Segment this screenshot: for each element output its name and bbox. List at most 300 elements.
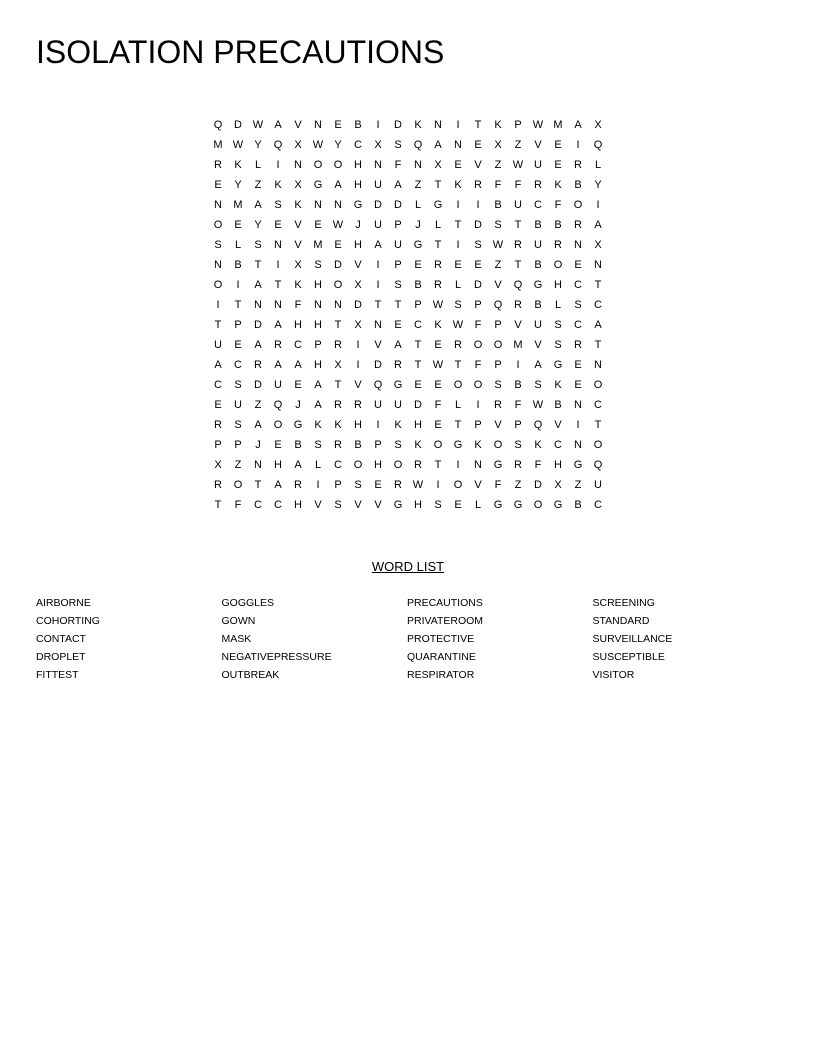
- grid-letter: I: [476, 399, 480, 411]
- grid-letter: S: [314, 439, 322, 451]
- word-list-item: SURVEILLANCE: [592, 633, 673, 645]
- grid-letter: R: [334, 439, 342, 451]
- grid-letter: V: [354, 379, 362, 391]
- grid-letter: O: [593, 439, 603, 451]
- grid-letter: G: [393, 499, 403, 511]
- grid-letter: D: [254, 319, 262, 331]
- word-list-item: GOGGLES: [221, 597, 275, 609]
- grid-letter: N: [574, 399, 582, 411]
- grid-letter: Q: [513, 279, 523, 291]
- grid-letter: S: [234, 419, 242, 431]
- grid-letter: G: [393, 379, 403, 391]
- grid-letter: I: [596, 199, 600, 211]
- grid-letter: Q: [493, 299, 503, 311]
- grid-letter: N: [314, 299, 322, 311]
- grid-letter: I: [316, 479, 320, 491]
- word-list-item: CONTACT: [36, 633, 86, 645]
- grid-letter: N: [274, 239, 282, 251]
- grid-letter: G: [493, 499, 503, 511]
- grid-letter: Z: [494, 159, 502, 171]
- grid-letter: R: [494, 399, 502, 411]
- grid-letter: C: [594, 299, 602, 311]
- grid-letter: C: [234, 359, 242, 371]
- grid-letter: O: [453, 379, 463, 391]
- grid-letter: V: [514, 319, 522, 331]
- grid-letter: U: [594, 479, 602, 491]
- grid-letter: M: [213, 139, 223, 151]
- grid-letter: N: [454, 139, 462, 151]
- grid-letter: Q: [533, 419, 543, 431]
- grid-letter: I: [456, 459, 460, 471]
- grid-letter: E: [574, 359, 582, 371]
- grid-letter: I: [276, 159, 280, 171]
- grid-letter: R: [434, 259, 442, 271]
- grid-letter: S: [254, 239, 262, 251]
- word-search-grid: [208, 115, 608, 515]
- grid-letter: E: [574, 379, 582, 391]
- grid-letter: T: [514, 259, 522, 271]
- grid-letter: L: [474, 499, 482, 511]
- grid-letter: Q: [593, 459, 603, 471]
- grid-letter: W: [332, 219, 344, 231]
- grid-letter: D: [474, 219, 482, 231]
- grid-letter: W: [532, 399, 544, 411]
- grid-letter: P: [314, 339, 322, 351]
- grid-letter: R: [554, 239, 562, 251]
- grid-letter: O: [233, 479, 243, 491]
- grid-letter: E: [454, 159, 462, 171]
- grid-letter: D: [394, 199, 402, 211]
- grid-letter: F: [514, 399, 522, 411]
- grid-letter: L: [234, 239, 242, 251]
- grid-letter: T: [474, 119, 482, 131]
- grid-letter: V: [554, 419, 562, 431]
- grid-letter: L: [594, 159, 602, 171]
- grid-letter: N: [254, 299, 262, 311]
- grid-letter: P: [394, 219, 402, 231]
- grid-letter: P: [414, 299, 422, 311]
- grid-letter: T: [414, 359, 422, 371]
- grid-letter: B: [354, 439, 362, 451]
- grid-letter: C: [294, 339, 302, 351]
- grid-letter: C: [354, 139, 362, 151]
- grid-letter: F: [514, 179, 522, 191]
- grid-letter: U: [214, 339, 222, 351]
- grid-letter: U: [534, 159, 542, 171]
- grid-letter: A: [294, 359, 302, 371]
- grid-letter: G: [493, 459, 503, 471]
- grid-letter: K: [294, 279, 302, 291]
- grid-letter: N: [254, 459, 262, 471]
- grid-letter: O: [333, 159, 343, 171]
- grid-letter: B: [514, 379, 522, 391]
- grid-letter: B: [554, 219, 562, 231]
- grid-letter: D: [234, 119, 242, 131]
- grid-letter: V: [294, 219, 302, 231]
- grid-letter: J: [355, 219, 361, 231]
- grid-letter: A: [254, 419, 262, 431]
- grid-letter: H: [354, 159, 362, 171]
- grid-letter: G: [313, 179, 323, 191]
- grid-letter: S: [314, 259, 322, 271]
- grid-letter: D: [334, 259, 342, 271]
- word-list-item: OUTBREAK: [221, 669, 280, 681]
- grid-letter: V: [474, 159, 482, 171]
- grid-letter: I: [216, 299, 220, 311]
- grid-letter: D: [374, 359, 382, 371]
- grid-letter: C: [594, 499, 602, 511]
- grid-letter: U: [374, 399, 382, 411]
- word-list-item: PRECAUTIONS: [407, 597, 483, 609]
- word-list-item: MASK: [221, 633, 252, 645]
- grid-letter: E: [274, 439, 282, 451]
- grid-letter: U: [374, 219, 382, 231]
- grid-letter: S: [234, 379, 242, 391]
- grid-letter: F: [294, 299, 302, 311]
- grid-letter: U: [534, 319, 542, 331]
- grid-letter: E: [234, 339, 242, 351]
- grid-letter: V: [354, 259, 362, 271]
- grid-letter: N: [434, 119, 442, 131]
- grid-letter: E: [394, 319, 402, 331]
- grid-letter: S: [514, 439, 522, 451]
- grid-letter: S: [434, 499, 442, 511]
- grid-letter: G: [353, 199, 363, 211]
- grid-letter: L: [434, 219, 442, 231]
- grid-letter: T: [594, 279, 602, 291]
- grid-letter: T: [234, 299, 242, 311]
- page-title: ISOLATION PRECAUTIONS: [36, 34, 445, 70]
- grid-letter: W: [532, 119, 544, 131]
- grid-letter: I: [356, 359, 360, 371]
- grid-letter: J: [255, 439, 261, 451]
- grid-letter: R: [394, 359, 402, 371]
- grid-letter: V: [474, 479, 482, 491]
- grid-letter: Q: [593, 139, 603, 151]
- grid-letter: H: [554, 459, 562, 471]
- word-list-item: SCREENING: [592, 597, 655, 609]
- grid-letter: S: [574, 299, 582, 311]
- grid-letter: A: [254, 199, 262, 211]
- grid-letter: T: [454, 419, 462, 431]
- grid-letter: W: [452, 319, 464, 331]
- grid-letter: X: [294, 179, 302, 191]
- grid-letter: W: [432, 299, 444, 311]
- grid-letter: E: [574, 259, 582, 271]
- grid-letter: F: [494, 479, 502, 491]
- grid-letter: E: [314, 219, 322, 231]
- grid-letter: A: [214, 359, 222, 371]
- grid-letter: R: [474, 179, 482, 191]
- grid-letter: T: [434, 459, 442, 471]
- grid-letter: A: [254, 279, 262, 291]
- grid-letter: Z: [494, 259, 502, 271]
- grid-letter: R: [274, 339, 282, 351]
- grid-letter: N: [314, 199, 322, 211]
- grid-letter: Q: [213, 119, 223, 131]
- grid-letter: O: [313, 159, 323, 171]
- grid-letter: A: [594, 219, 602, 231]
- grid-letter: C: [414, 319, 422, 331]
- grid-letter: A: [314, 399, 322, 411]
- grid-letter: H: [294, 319, 302, 331]
- grid-letter: S: [554, 339, 562, 351]
- grid-letter: X: [374, 139, 382, 151]
- grid-letter: T: [434, 239, 442, 251]
- grid-letter: T: [394, 299, 402, 311]
- grid-letter: N: [214, 259, 222, 271]
- grid-letter: V: [294, 119, 302, 131]
- grid-letter: H: [314, 319, 322, 331]
- grid-letter: W: [232, 139, 244, 151]
- word-list-item: PROTECTIVE: [407, 633, 475, 645]
- grid-letter: C: [334, 459, 342, 471]
- grid-letter: I: [576, 419, 580, 431]
- grid-letter: A: [394, 339, 402, 351]
- grid-letter: H: [274, 459, 282, 471]
- grid-letter: C: [274, 499, 282, 511]
- grid-letter: E: [334, 239, 342, 251]
- grid-letter: T: [414, 339, 422, 351]
- grid-letter: S: [394, 279, 402, 291]
- grid-letter: E: [474, 139, 482, 151]
- grid-letter: W: [432, 359, 444, 371]
- grid-letter: F: [434, 399, 442, 411]
- grid-letter: K: [494, 119, 502, 131]
- grid-letter: D: [374, 199, 382, 211]
- grid-letter: T: [274, 279, 282, 291]
- grid-letter: L: [254, 159, 262, 171]
- grid-letter: N: [334, 299, 342, 311]
- grid-letter: B: [494, 199, 502, 211]
- grid-letter: H: [314, 359, 322, 371]
- grid-letter: A: [394, 179, 402, 191]
- grid-letter: F: [494, 179, 502, 191]
- grid-letter: N: [574, 239, 582, 251]
- grid-letter: E: [474, 259, 482, 271]
- grid-letter: E: [454, 259, 462, 271]
- word-list-column: [593, 594, 779, 684]
- grid-letter: U: [394, 399, 402, 411]
- grid-letter: H: [314, 279, 322, 291]
- grid-letter: U: [514, 199, 522, 211]
- grid-letter: A: [434, 139, 442, 151]
- grid-letter: R: [334, 399, 342, 411]
- grid-letter: H: [354, 239, 362, 251]
- grid-letter: R: [394, 479, 402, 491]
- grid-letter: Q: [373, 379, 383, 391]
- grid-letter: E: [294, 379, 302, 391]
- grid-letter: X: [214, 459, 222, 471]
- grid-letter: G: [513, 499, 523, 511]
- grid-letter: U: [274, 379, 282, 391]
- grid-letter: T: [334, 379, 342, 391]
- grid-letter: P: [234, 439, 242, 451]
- grid-letter: R: [434, 279, 442, 291]
- grid-letter: V: [494, 419, 502, 431]
- grid-letter: S: [554, 319, 562, 331]
- grid-letter: O: [353, 459, 363, 471]
- grid-letter: D: [474, 279, 482, 291]
- grid-letter: A: [314, 379, 322, 391]
- grid-letter: N: [294, 159, 302, 171]
- grid-letter: S: [494, 219, 502, 231]
- grid-letter: K: [554, 379, 562, 391]
- grid-letter: K: [454, 179, 462, 191]
- grid-letter: P: [494, 319, 502, 331]
- word-list-item: COHORTING: [36, 615, 100, 627]
- grid-letter: E: [554, 159, 562, 171]
- word-list-item: VISITOR: [592, 669, 635, 681]
- grid-letter: L: [554, 299, 562, 311]
- word-list: [36, 594, 776, 684]
- grid-letter: E: [274, 219, 282, 231]
- grid-letter: O: [593, 379, 603, 391]
- grid-letter: X: [354, 319, 362, 331]
- grid-letter: R: [574, 219, 582, 231]
- grid-letter: I: [436, 479, 440, 491]
- grid-letter: H: [374, 459, 382, 471]
- grid-letter: X: [334, 359, 342, 371]
- grid-letter: R: [514, 239, 522, 251]
- grid-letter: K: [314, 419, 322, 431]
- grid-letter: I: [376, 279, 380, 291]
- grid-letter: W: [492, 239, 504, 251]
- grid-letter: I: [376, 259, 380, 271]
- grid-letter: F: [474, 359, 482, 371]
- grid-letter: T: [214, 499, 222, 511]
- grid-letter: U: [394, 239, 402, 251]
- grid-letter: C: [254, 499, 262, 511]
- grid-letter: E: [454, 499, 462, 511]
- grid-letter: I: [376, 119, 380, 131]
- grid-letter: T: [454, 219, 462, 231]
- grid-letter: B: [554, 399, 562, 411]
- grid-letter: N: [594, 259, 602, 271]
- grid-letter: A: [534, 359, 542, 371]
- grid-letter: X: [554, 479, 562, 491]
- grid-letter: L: [314, 459, 322, 471]
- grid-letter: T: [514, 219, 522, 231]
- grid-letter: M: [553, 119, 563, 131]
- grid-letter: O: [393, 459, 403, 471]
- grid-letter: G: [553, 359, 563, 371]
- grid-letter: S: [534, 379, 542, 391]
- grid-letter: C: [594, 399, 602, 411]
- grid-letter: B: [234, 259, 242, 271]
- grid-letter: N: [374, 319, 382, 331]
- grid-letter: F: [394, 159, 402, 171]
- grid-letter: D: [354, 299, 362, 311]
- grid-letter: C: [554, 439, 562, 451]
- grid-letter: D: [534, 479, 542, 491]
- grid-letter: G: [533, 279, 543, 291]
- grid-letter: V: [294, 239, 302, 251]
- grid-letter: A: [254, 339, 262, 351]
- grid-letter: P: [474, 299, 482, 311]
- grid-letter: V: [534, 139, 542, 151]
- grid-letter: E: [434, 339, 442, 351]
- grid-letter: K: [534, 439, 542, 451]
- grid-letter: V: [314, 499, 322, 511]
- grid-letter: L: [454, 399, 462, 411]
- grid-letter: P: [394, 259, 402, 271]
- grid-letter: N: [374, 159, 382, 171]
- grid-letter: X: [594, 119, 602, 131]
- grid-letter: R: [574, 339, 582, 351]
- word-list-column: [222, 594, 408, 684]
- grid-letter: E: [214, 399, 222, 411]
- grid-letter: N: [314, 119, 322, 131]
- grid-letter: O: [473, 339, 483, 351]
- grid-letter: H: [414, 499, 422, 511]
- word-list-item: QUARANTINE: [407, 651, 476, 663]
- grid-letter: N: [214, 199, 222, 211]
- grid-letter: O: [213, 279, 223, 291]
- grid-letter: Y: [254, 219, 262, 231]
- grid-letter: M: [513, 339, 523, 351]
- grid-letter: T: [374, 299, 382, 311]
- grid-letter: E: [434, 419, 442, 431]
- grid-letter: K: [414, 119, 422, 131]
- grid-letter: B: [354, 119, 362, 131]
- grid-letter: D: [254, 379, 262, 391]
- grid-letter: W: [252, 119, 264, 131]
- grid-letter: M: [233, 199, 243, 211]
- grid-letter: Z: [234, 459, 242, 471]
- grid-letter: U: [234, 399, 242, 411]
- grid-letter: K: [234, 159, 242, 171]
- grid-letter: B: [414, 279, 422, 291]
- grid-letter: X: [294, 139, 302, 151]
- grid-letter: F: [534, 459, 542, 471]
- grid-letter: O: [553, 259, 563, 271]
- word-list-item: STANDARD: [592, 615, 650, 627]
- grid-letter: G: [413, 239, 423, 251]
- grid-letter: E: [374, 479, 382, 491]
- grid-letter: T: [254, 479, 262, 491]
- grid-letter: Y: [334, 139, 342, 151]
- grid-letter: Z: [514, 139, 522, 151]
- grid-letter: O: [213, 219, 223, 231]
- grid-letter: A: [334, 179, 342, 191]
- grid-letter: L: [414, 199, 422, 211]
- grid-letter: D: [414, 399, 422, 411]
- grid-letter: P: [514, 119, 522, 131]
- grid-letter: O: [333, 279, 343, 291]
- grid-letter: T: [594, 339, 602, 351]
- grid-letter: H: [554, 279, 562, 291]
- grid-letter: S: [394, 139, 402, 151]
- grid-letter: J: [295, 399, 301, 411]
- grid-letter: I: [576, 139, 580, 151]
- grid-letter: B: [534, 219, 542, 231]
- grid-letter: Q: [273, 139, 283, 151]
- word-list-item: RESPIRATOR: [407, 669, 475, 681]
- grid-letter: A: [374, 239, 382, 251]
- grid-letter: Z: [514, 479, 522, 491]
- grid-letter: B: [574, 499, 582, 511]
- grid-letter: P: [514, 419, 522, 431]
- grid-letter: O: [493, 339, 503, 351]
- grid-letter: X: [294, 259, 302, 271]
- grid-letter: S: [334, 499, 342, 511]
- grid-letter: S: [454, 299, 462, 311]
- grid-letter: Z: [254, 179, 262, 191]
- grid-letter: P: [214, 439, 222, 451]
- grid-letter: V: [494, 279, 502, 291]
- word-list-item: AIRBORNE: [36, 597, 91, 609]
